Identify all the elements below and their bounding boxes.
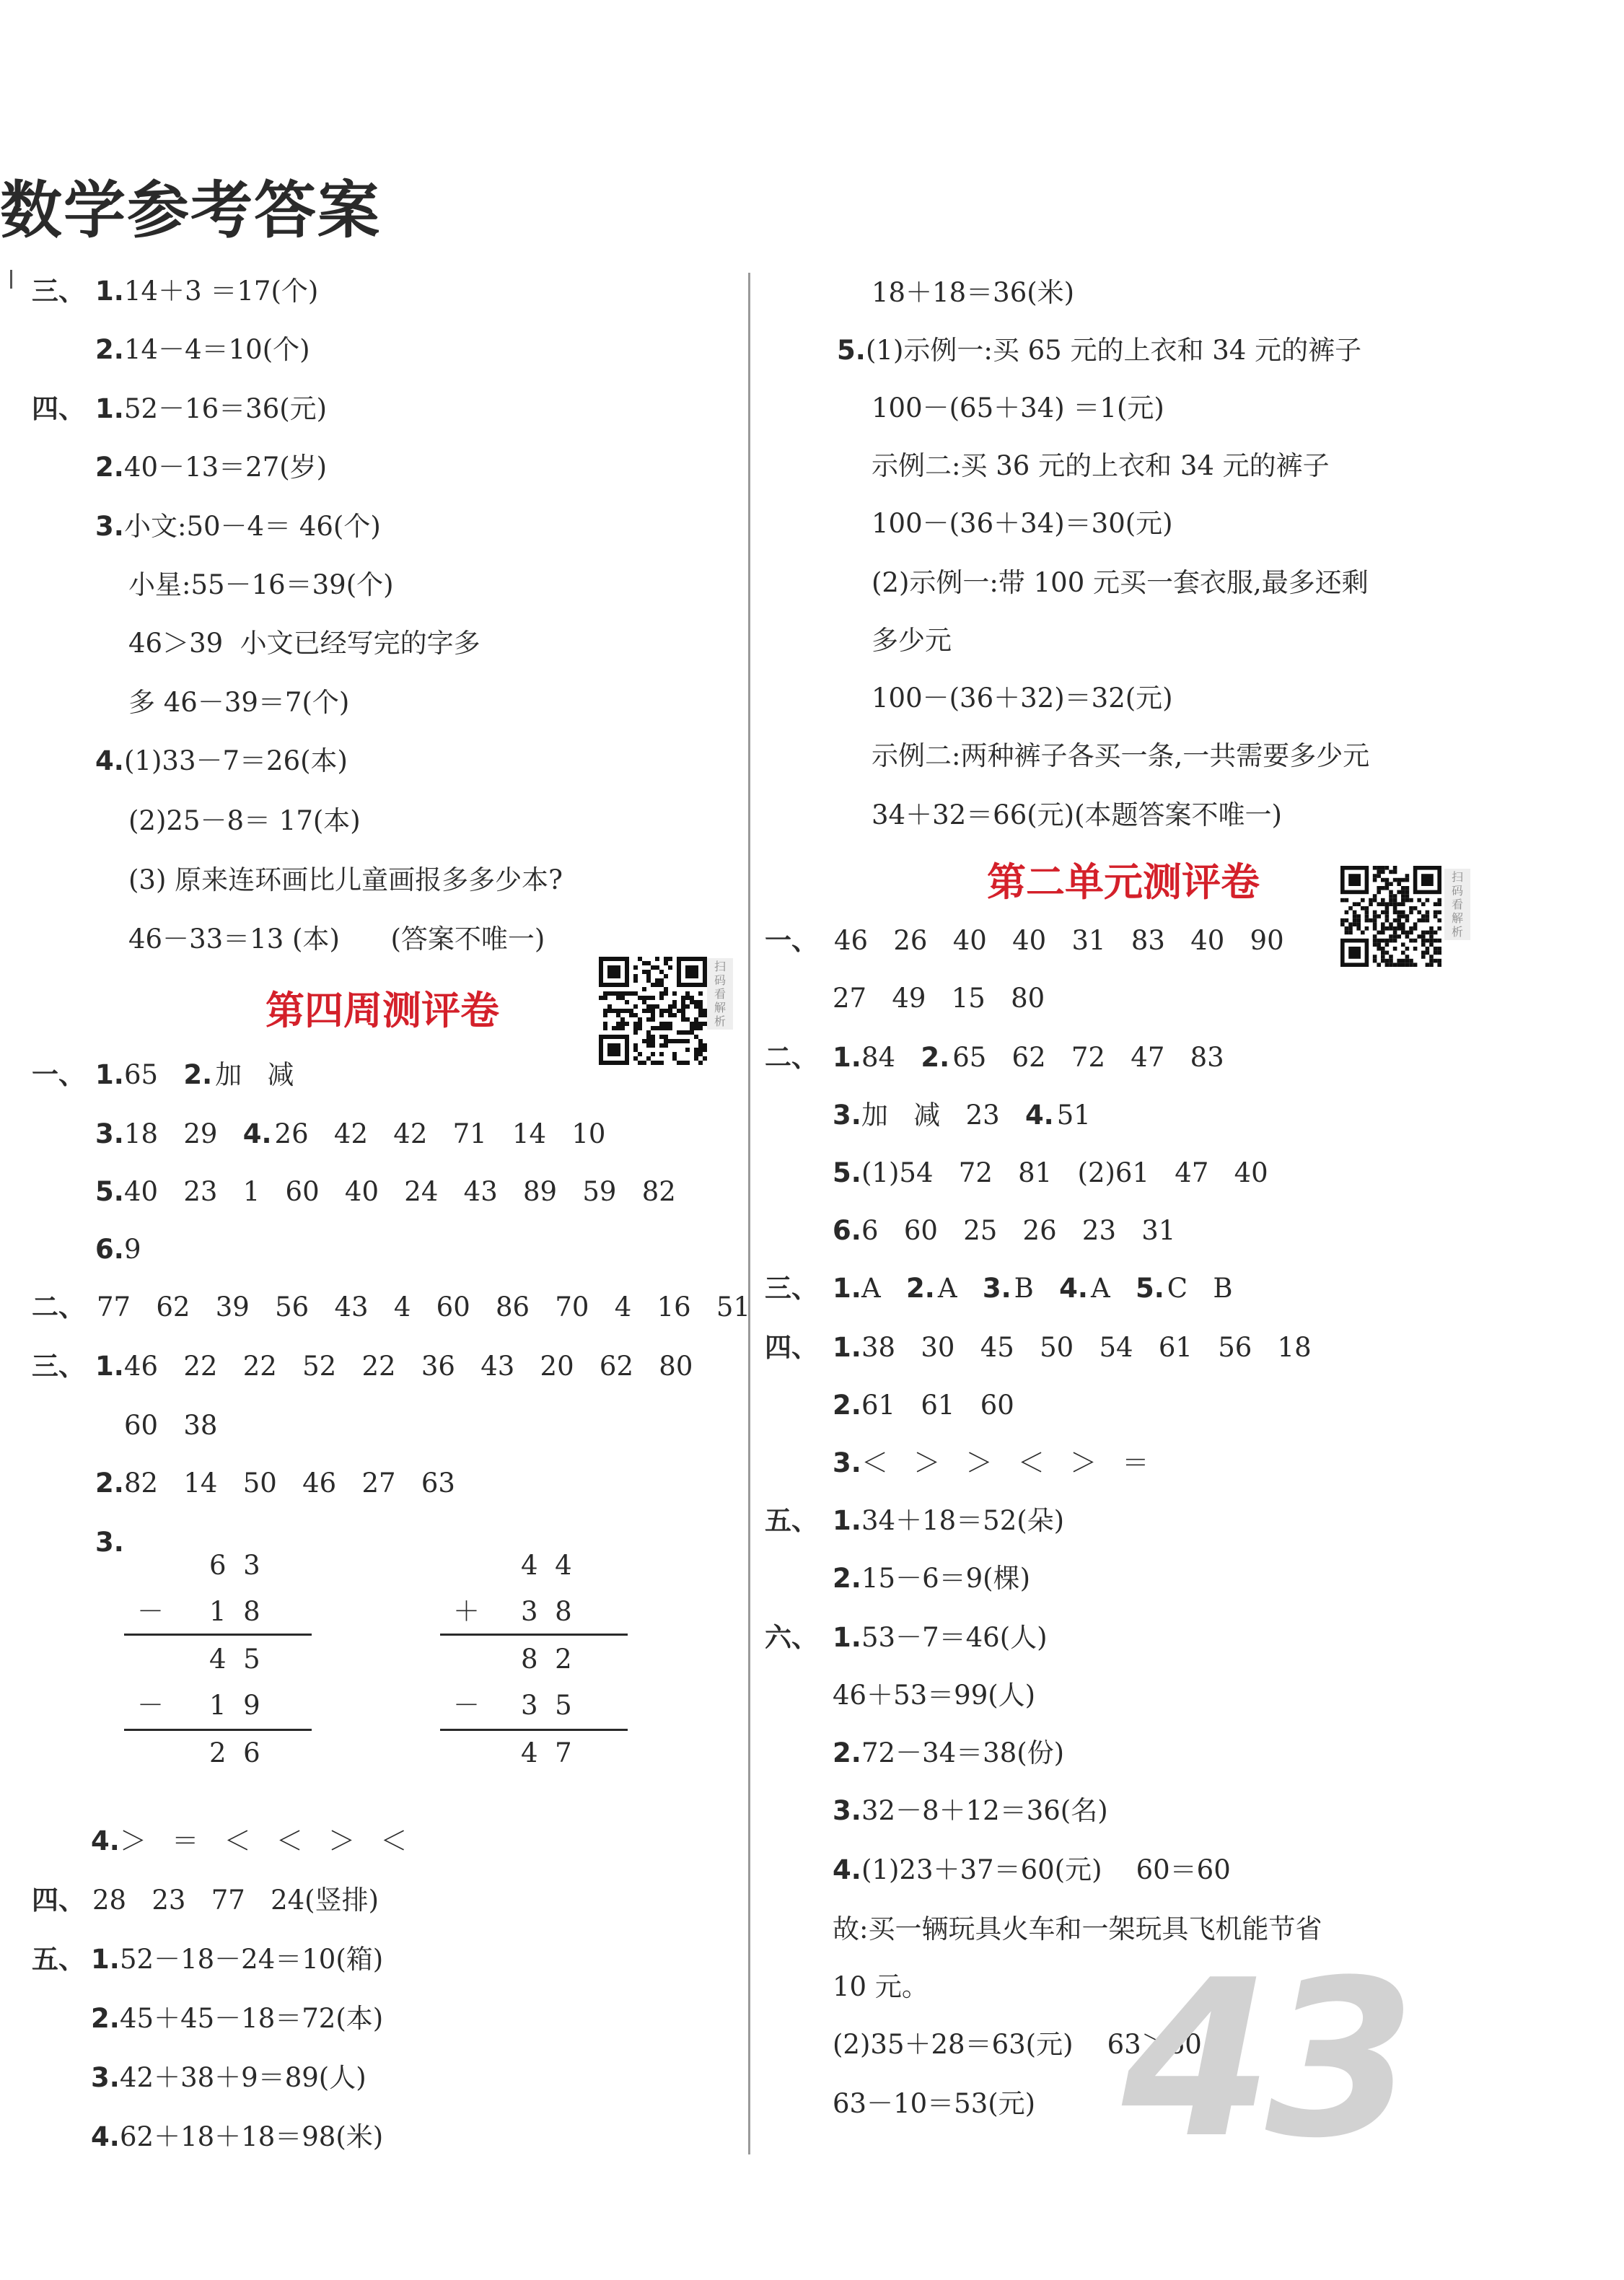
answer-line: C B	[1167, 1273, 1233, 1304]
answer-line: 60 38	[124, 1410, 218, 1441]
item-number: 2.	[833, 1563, 861, 1594]
item-number: 5.	[1135, 1273, 1164, 1304]
item-number: 4.	[1024, 1100, 1054, 1131]
answer-line: A	[937, 1273, 983, 1304]
qr-caption: 扫码看解析	[1444, 869, 1470, 940]
answer-line: 53－7＝46(人)	[861, 1622, 1048, 1653]
answer-line: 34＋32＝66(元)(本题答案不唯一)	[872, 799, 1282, 830]
answer-line: 46＞39 小文已经写完的字多	[128, 628, 480, 659]
answer-line: 40 23 1 60 40 24 43 89 59 82	[124, 1176, 676, 1207]
answer-line: 14－4＝10(个)	[124, 334, 310, 365]
vertical-calc-digits: 4 5	[209, 1644, 260, 1675]
item-number: 5.	[95, 1176, 124, 1207]
page-number: 43	[1122, 1934, 1409, 2185]
item-number: 3.	[91, 2062, 120, 2093]
item-number: 4.	[1059, 1273, 1088, 1304]
answer-line: 46＋53＝99(人)	[833, 1680, 1036, 1711]
answer-line: 9	[124, 1234, 141, 1265]
answer-line: 65	[124, 1059, 184, 1090]
item-number: 6.	[833, 1215, 861, 1246]
answer-line: 10 元。	[833, 1971, 929, 2002]
question-label: 四、	[765, 1332, 818, 1363]
answer-line: 14＋3 ＝17(个)	[124, 276, 319, 307]
item-number: 2.	[95, 334, 124, 365]
answer-line: 46 22 22 52 22 36 43 20 62 80	[124, 1351, 693, 1382]
answer-line: 52－18－24＝10(箱)	[120, 1944, 384, 1975]
vertical-calc-digits: 2 6	[209, 1737, 260, 1768]
vertical-calc-line	[440, 1634, 628, 1636]
item-number: 3.	[833, 1795, 861, 1826]
question-label: 三、	[32, 1351, 85, 1382]
question-label: 六、	[765, 1622, 818, 1653]
item-number: 2.	[91, 2003, 120, 2034]
vertical-calc-operator: －	[453, 1690, 480, 1721]
vertical-calc-digits: 3 5	[521, 1690, 572, 1721]
vertical-calc-operator: ＋	[453, 1596, 480, 1627]
answer-line: 多少元	[872, 625, 952, 656]
answer-line: 100－(65＋34) ＝1(元)	[872, 393, 1164, 424]
answer-line: 26 42 42 71 14 10	[274, 1118, 606, 1149]
item-number: 4.	[242, 1118, 272, 1149]
item-number: 1.	[833, 1332, 861, 1363]
answer-line: 小星:55－16＝39(个)	[128, 569, 394, 600]
answer-line: 6 60 25 26 23 31	[861, 1215, 1176, 1246]
item-number: 1.	[91, 1944, 120, 1975]
vertical-calc-line	[440, 1729, 628, 1731]
question-label: 二、	[765, 1042, 818, 1073]
answer-line: A	[1090, 1273, 1136, 1304]
answer-line: A	[861, 1273, 907, 1304]
answer-line: 65 62 72 47 83	[952, 1042, 1224, 1073]
item-number: 2.	[95, 1468, 124, 1499]
item-number: 1.	[833, 1273, 861, 1304]
item-number: 4.	[91, 2121, 120, 2152]
answer-line: (1)23＋37＝60(元) 60＝60	[861, 1854, 1231, 1885]
item-number: 3.	[95, 1118, 124, 1149]
qr-caption: 扫码看解析	[707, 958, 733, 1030]
vertical-calc-line	[124, 1729, 312, 1731]
answer-line: (1)示例一:买 65 元的上衣和 34 元的裤子	[866, 335, 1362, 366]
item-number: 2.	[906, 1273, 935, 1304]
answer-line: 示例二:两种裤子各买一条,一共需要多少元	[872, 740, 1370, 771]
item-number: 1.	[95, 1351, 124, 1382]
item-number: 6.	[95, 1234, 124, 1265]
question-label: 二、	[32, 1292, 85, 1323]
vertical-calc-operator: －	[137, 1596, 164, 1627]
answer-line: 46－33＝13 (本) (答案不唯一)	[128, 924, 545, 955]
answer-line: 45＋45－18＝72(本)	[120, 2003, 384, 2034]
answer-line: 38 30 45 50 54 61 56 18	[861, 1332, 1312, 1363]
answer-line: 18 29	[124, 1118, 243, 1149]
answer-line: 82 14 50 46 27 63	[124, 1468, 455, 1499]
answer-line: 故:买一辆玩具火车和一架玩具飞机能节省	[833, 1913, 1322, 1944]
item-number: 5.	[833, 1157, 861, 1188]
question-label: 一、	[32, 1059, 85, 1090]
column-divider	[748, 273, 750, 2154]
vertical-calc-digits: 8 2	[521, 1644, 572, 1675]
vertical-calc-digits: 4 4	[521, 1550, 572, 1581]
answer-line: 27 49 15 80	[833, 983, 1045, 1014]
answer-line: 40－13＝27(岁)	[124, 452, 328, 483]
question-label: 四、	[32, 1885, 85, 1916]
answer-line: (2)25－8＝ 17(本)	[128, 805, 361, 836]
answer-line: 18＋18＝36(米)	[872, 277, 1075, 308]
answer-line: 42＋38＋9＝89(人)	[120, 2062, 367, 2093]
answer-line: (2)示例一:带 100 元买一套衣服,最多还剩	[872, 567, 1369, 598]
vertical-calc-digits: 3 8	[521, 1596, 572, 1627]
question-label: 一、	[765, 925, 818, 956]
answer-line: (2)35＋28＝63(元) 63＞60	[833, 2029, 1202, 2060]
answer-line: 51	[1056, 1100, 1091, 1131]
question-label: 五、	[765, 1505, 818, 1536]
item-number: 4.	[91, 1825, 120, 1856]
item-number: 3.	[833, 1447, 861, 1478]
answer-line: 63－10＝53(元)	[833, 2088, 1036, 2119]
item-number: 2.	[183, 1059, 213, 1090]
vertical-calc-digits: 6 3	[209, 1550, 260, 1581]
answer-line: (3) 原来连环画比儿童画报多多少本?	[128, 864, 563, 895]
item-number: 3.	[982, 1273, 1011, 1304]
answer-line: 77 62 39 56 43 4 60 86 70 4 16 51	[97, 1292, 751, 1323]
answer-line: 100－(36＋34)＝30(元)	[872, 508, 1173, 539]
item-number: 2.	[921, 1042, 950, 1073]
answer-line: 34＋18＝52(朵)	[861, 1505, 1065, 1536]
top-margin-mark	[10, 270, 12, 289]
vertical-calc-operator: －	[137, 1690, 164, 1721]
qr-code-icon	[1340, 866, 1441, 967]
answer-line: 100－(36＋32)＝32(元)	[872, 683, 1173, 714]
item-number: 2.	[95, 452, 124, 483]
vertical-calc-digits: 4 7	[521, 1737, 572, 1768]
item-number: 3.	[95, 1527, 124, 1558]
question-label: 四、	[32, 393, 85, 424]
item-number: 1.	[833, 1042, 861, 1073]
answer-line: 15－6＝9(棵)	[861, 1563, 1031, 1594]
answer-line: 62＋18＋18＝98(米)	[120, 2121, 384, 2152]
answer-line: 52－16＝36(元)	[124, 393, 328, 424]
item-number: 3.	[833, 1100, 861, 1131]
item-number: 1.	[95, 276, 124, 307]
answer-line: (1)33－7＝26(本)	[124, 745, 348, 776]
item-number: 1.	[833, 1622, 861, 1653]
section-title-week4: 第四周测评卷	[265, 987, 499, 1033]
answer-line: (1)54 72 81 (2)61 47 40	[861, 1157, 1268, 1188]
item-number: 3.	[95, 511, 124, 542]
item-number: 1.	[833, 1505, 861, 1536]
answer-line: 多 46－39＝7(个)	[128, 687, 350, 718]
item-number: 4.	[833, 1854, 861, 1885]
item-number: 5.	[837, 335, 866, 366]
item-number: 4.	[95, 745, 124, 776]
item-number: 1.	[95, 1059, 124, 1090]
question-label: 三、	[765, 1273, 818, 1304]
answer-line: 28 23 77 24(竖排)	[92, 1885, 379, 1916]
vertical-calc-digits: 1 9	[209, 1690, 260, 1721]
answer-line: 72－34＝38(份)	[861, 1737, 1065, 1768]
item-number: 1.	[95, 393, 124, 424]
answer-line: 加 减 23	[861, 1100, 1025, 1131]
qr-code-icon	[599, 957, 707, 1065]
answer-line: ＞ ＝ ＜ ＜ ＞ ＜	[120, 1825, 408, 1856]
section-title-unit2: 第二单元测评卷	[987, 859, 1260, 905]
item-number: 2.	[833, 1737, 861, 1768]
answer-line: 加 减	[215, 1059, 294, 1090]
vertical-calc-line	[124, 1634, 312, 1636]
answer-line: 示例二:买 36 元的上衣和 34 元的裤子	[872, 450, 1330, 481]
page-title: 数学参考答案	[0, 174, 381, 247]
question-label: 五、	[32, 1944, 85, 1975]
answer-line: B	[1014, 1273, 1060, 1304]
answer-line: 小文:50－4＝ 46(个)	[124, 511, 381, 542]
answer-line: 32－8＋12＝36(名)	[861, 1795, 1108, 1826]
answer-line: 46 26 40 40 31 83 40 90	[834, 925, 1284, 956]
answer-line: 61 61 60	[861, 1390, 1014, 1421]
item-number: 2.	[833, 1390, 861, 1421]
answer-line: ＜ ＞ ＞ ＜ ＞ ＝	[861, 1447, 1149, 1478]
question-label: 三、	[32, 276, 85, 307]
vertical-calc-digits: 1 8	[209, 1596, 260, 1627]
answer-line: 84	[861, 1042, 921, 1073]
